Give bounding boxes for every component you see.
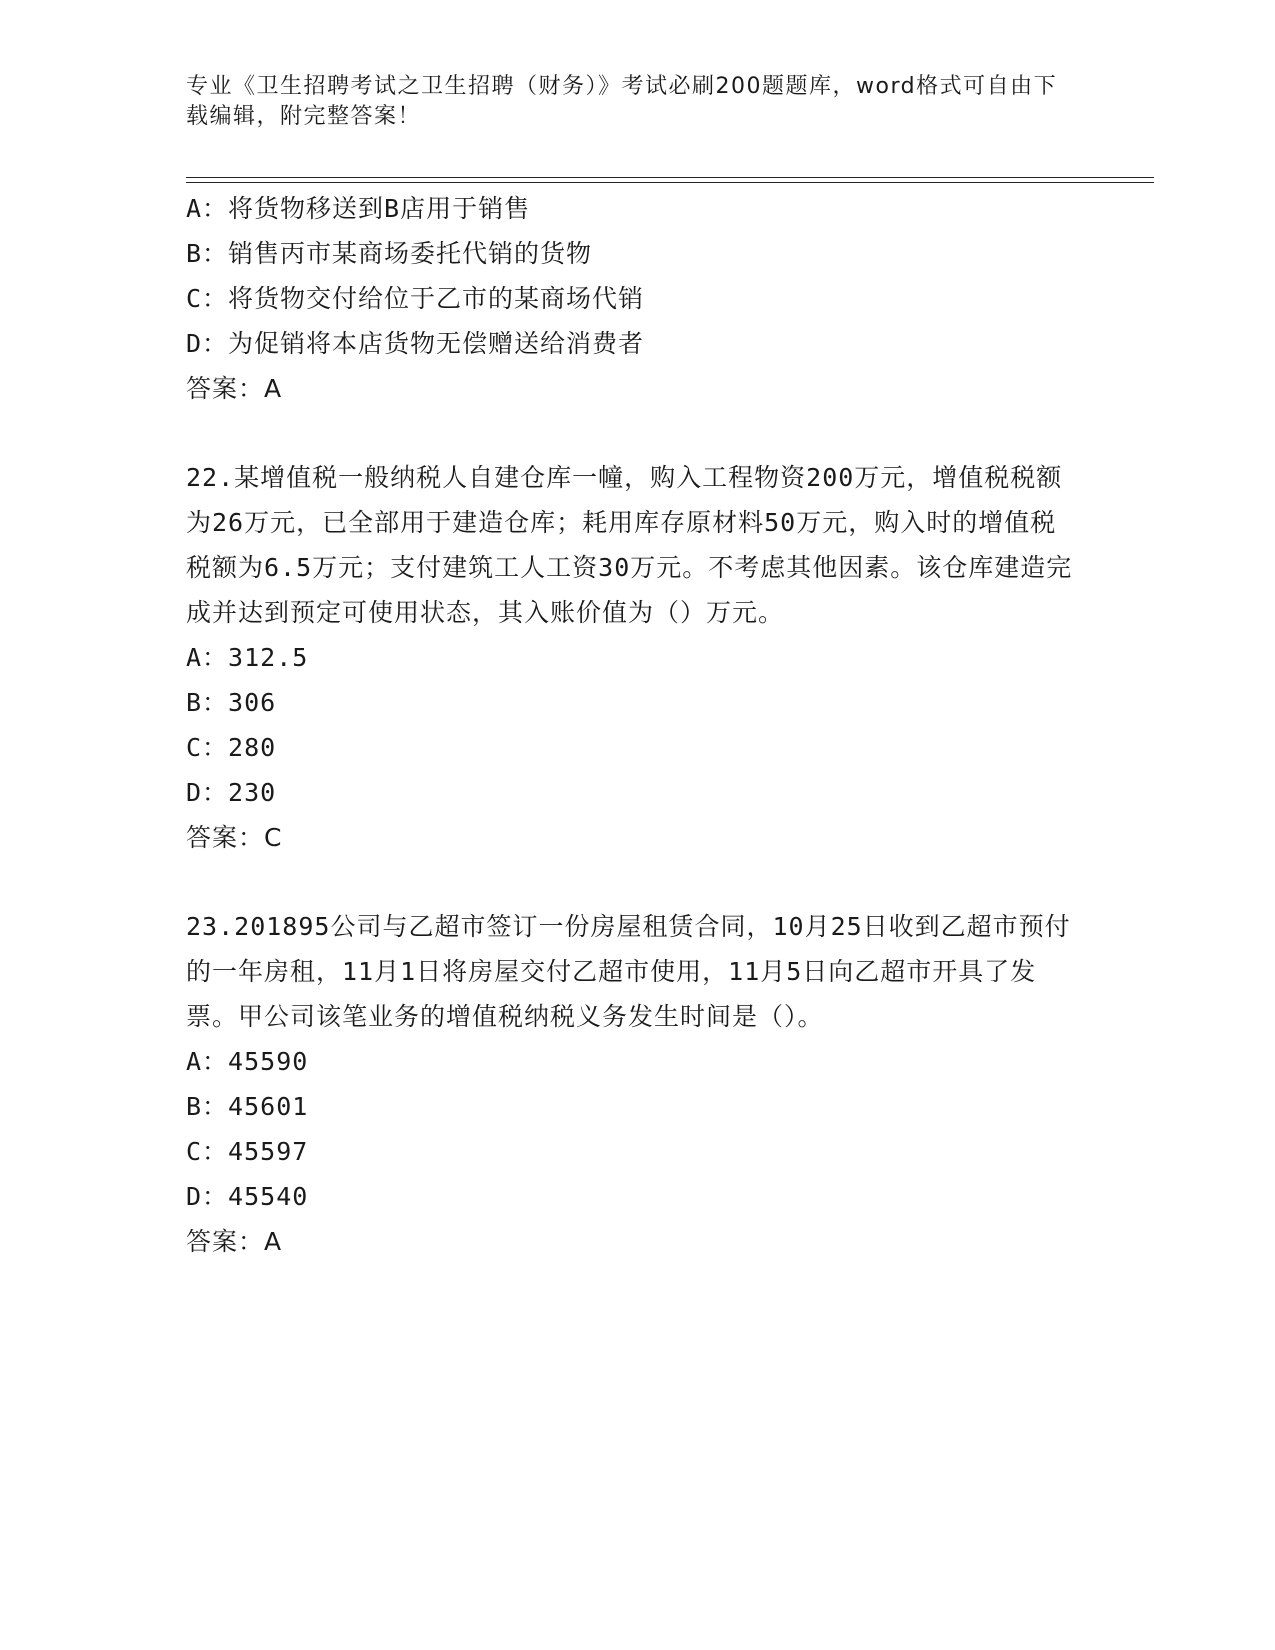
question-spacer [186, 411, 1076, 455]
option-d: D：为促销将本店货物无偿赠送给消费者 [186, 329, 645, 358]
option-b: B：销售丙市某商场委托代销的货物 [186, 239, 593, 268]
answer-line: 答案：A [186, 1227, 283, 1256]
option-c: C：45597 [186, 1137, 309, 1166]
document-header: 专业《卫生招聘考试之卫生招聘（财务）》考试必刷200题题库，word格式可自由下载编辑，附完整答案！ [186, 74, 1058, 129]
option-a: A：将货物移送到B店用于销售 [186, 194, 531, 223]
option-b: B：306 [186, 688, 277, 717]
option-b: B：45601 [186, 1092, 309, 1121]
option-a: A：45590 [186, 1047, 309, 1076]
answer-line: 答案：C [186, 823, 283, 852]
option-c: C：将货物交付给位于乙市的某商场代销 [186, 284, 645, 313]
question-stem: 22.某增值税一般纳税人自建仓库一幢，购入工程物资200万元，增值税税额为26万元，已全部用于建造仓库；耗用库存原材料50万元，购入时的增值税税额为6.5万元；支付建筑工人工资30万元。不考虑其他因素。该仓库建造完成并达到预定可使用状态，其入账价值为（）万元。 [186, 463, 1073, 627]
question-22-block [186, 455, 1076, 860]
option-d: D：45540 [186, 1182, 309, 1211]
question-21-block [186, 186, 1076, 411]
option-a: A：312.5 [186, 643, 309, 672]
option-d: D：230 [186, 778, 277, 807]
header-rule-top [186, 177, 1154, 178]
question-content [186, 186, 1076, 1264]
question-stem: 23.201895公司与乙超市签订一份房屋租赁合同，10月25日收到乙超市预付的一年房租，11月1日将房屋交付乙超市使用，11月5日向乙超市开具了发票。甲公司该笔业务的增值税纳税义务发生时间是（）。 [186, 912, 1071, 1031]
header-rule-bottom [186, 182, 1154, 183]
answer-line: 答案：A [186, 374, 283, 403]
option-c: C：280 [186, 733, 277, 762]
question-spacer [186, 860, 1076, 904]
question-23-block [186, 904, 1076, 1264]
